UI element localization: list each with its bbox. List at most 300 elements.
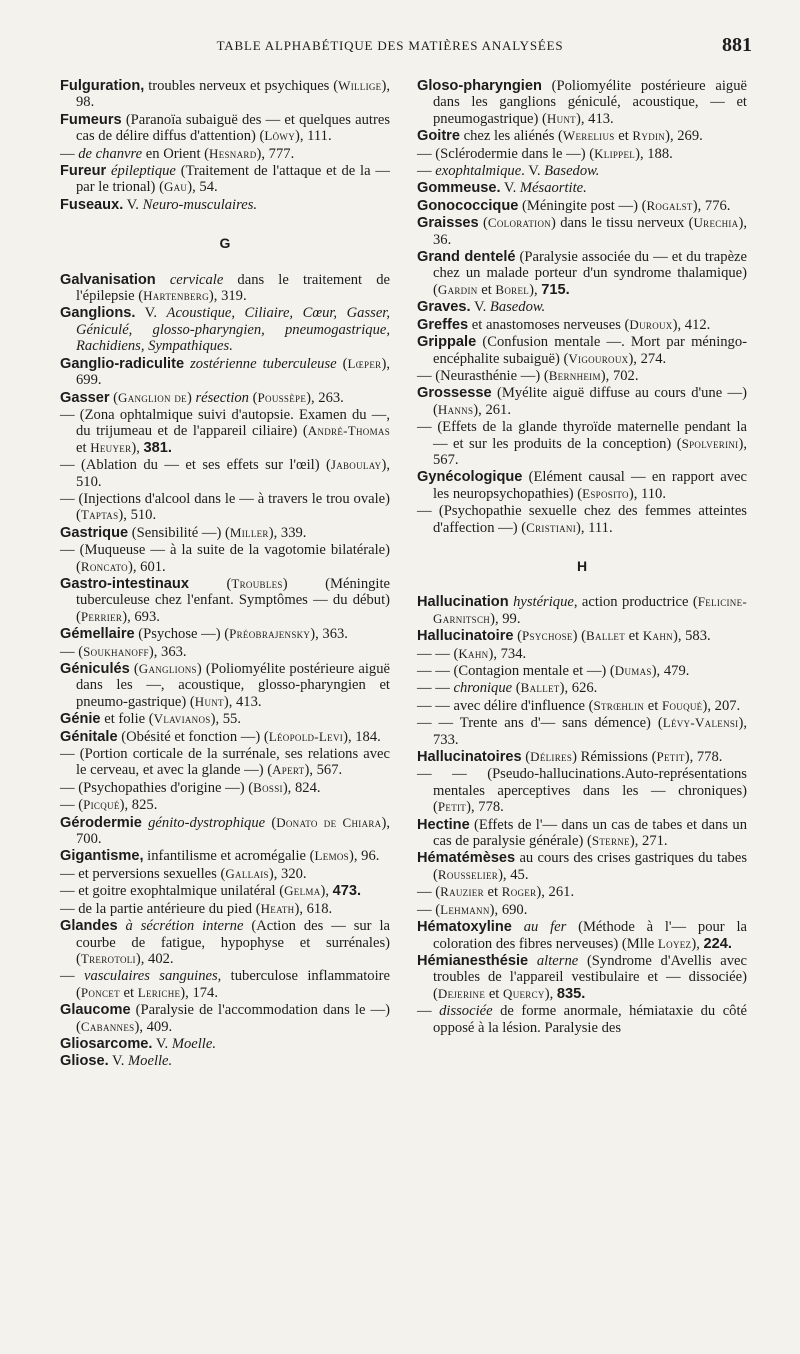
entry-text: V. [152, 1035, 172, 1052]
entry-headword: Gonococcique [417, 197, 519, 214]
index-entry [60, 901, 390, 917]
author-name: Psychose [522, 628, 573, 644]
entry-text [512, 919, 524, 935]
entry-text: (Elément causal — en rapport avec les neuropsychopathies) ( [433, 469, 747, 502]
author-name: Ganglions [138, 661, 197, 676]
entry-italic: vasculaires sanguines [83, 968, 218, 985]
entry-text: ), 320. [268, 865, 307, 882]
entry-text: ), [544, 985, 557, 1002]
entry-italic: Basedow. [489, 299, 546, 316]
entry-italic: hystérique [513, 594, 574, 611]
entry-text [118, 918, 126, 934]
index-entry [417, 766, 747, 815]
entry-text: et folie ( [100, 711, 154, 728]
entry-text: (Syndrome d'Avellis avec troubles de l'appareil vestibulaire et — dissociée) ( [433, 952, 747, 1002]
entry-text: ), 36. [433, 215, 747, 248]
entry-text: ), 567. [304, 762, 343, 779]
entry-text: ), 261. [536, 884, 575, 901]
author-name: Spolverini [681, 435, 739, 451]
index-entry [417, 128, 747, 144]
entry-text: (Obésité et fonction —) ( [117, 728, 269, 745]
entry-text: — (Zona ophtalmique suivi d'autopsie. Examen du —, du trijumeau et de l'appareil ciliaire) ( [60, 406, 390, 440]
entry-text: ), 188. [635, 145, 673, 162]
entry-headword: Fuseaux. [60, 196, 124, 213]
entry-italic: zostérienne tuberculeuse [190, 355, 337, 372]
index-entry [417, 198, 747, 214]
author-name: Miller [229, 524, 269, 540]
entry-headword: Gasser [60, 389, 110, 406]
entry-text: (Sensibilité —) ( [128, 524, 230, 541]
author-name: Klippel [594, 145, 636, 161]
entry-text: V. [135, 305, 167, 322]
author-name: Kahn [642, 628, 673, 644]
entry-text: — [60, 968, 84, 985]
entry-text: ), [529, 281, 542, 298]
author-name: Troubles [231, 575, 283, 591]
entry-text: ), 618. [294, 900, 333, 917]
author-name: Hartenberg [143, 288, 209, 304]
author-name: Rousselier [437, 866, 499, 882]
entry-text: ), 601. [127, 558, 166, 575]
index-entry [417, 646, 747, 662]
entry-text: ), 778. [466, 799, 504, 816]
entry-headword: Grossesse [417, 385, 492, 402]
author-name: Ganglion de [118, 389, 187, 405]
author-name: Cabannes [80, 1018, 135, 1034]
entry-text: (Confusion mentale —. Mort par méningo-encéphalite subaiguë) ( [433, 334, 747, 367]
entry-text: V. [470, 299, 490, 316]
entry-text: et [477, 281, 496, 298]
author-name: Ballet [586, 628, 626, 644]
author-name: Délires [530, 749, 573, 765]
index-entry [417, 368, 747, 384]
index-entry [60, 968, 390, 1001]
entry-text: (Paranoïa subaiguë des — et quelques autres cas de délire diffus d'attention) ( [76, 111, 390, 145]
entry-text: ) [186, 389, 196, 406]
index-entry [60, 797, 390, 813]
index-entry [417, 919, 747, 952]
entry-text: et [625, 628, 643, 645]
index-entry [417, 953, 747, 1002]
index-entry [417, 902, 747, 918]
entry-text: et [483, 884, 502, 901]
author-name: Fouqué [661, 697, 703, 713]
author-name: Hesnard [209, 145, 257, 161]
index-entry [60, 711, 390, 727]
entry-text: ), 700. [76, 814, 390, 848]
entry-headword: Gloso-pharyngien [417, 78, 542, 94]
entry-text [156, 272, 170, 288]
entry-text: — de la partie antérieure du pied ( [60, 900, 261, 917]
entry-text: ), 55. [210, 711, 241, 728]
page-ref-bold: 473. [332, 883, 362, 900]
entry-text: — (Neurasthénie —) ( [417, 367, 549, 384]
entry-italic: chronique [453, 680, 513, 697]
entry-italic: exophtalmique [435, 163, 522, 180]
author-name: Roger [501, 884, 537, 900]
entry-text: V. [500, 180, 520, 197]
entry-text: et anastomoses nerveuses ( [468, 316, 630, 333]
index-column-left [60, 78, 390, 1071]
entry-headword: Fulguration, [60, 78, 145, 94]
entry-text: (Myélite aiguë diffuse au cours d'une —) ( [433, 385, 747, 418]
index-entry [417, 663, 747, 679]
entry-text: ( [265, 814, 277, 831]
entry-text: — (Muqueuse — à la suite de la vagotomie bilatérale) ( [60, 542, 390, 575]
entry-text: ), 777. [256, 145, 295, 162]
entry-headword: Gérodermie [60, 814, 142, 831]
index-entry [60, 163, 390, 196]
entry-text: ), 699. [76, 355, 390, 389]
index-entry [417, 215, 747, 248]
entry-text: (Traitement de l'attaque et de la — par le trional) ( [76, 163, 390, 196]
entry-text: — — [417, 680, 454, 697]
author-name: Poncet [80, 984, 120, 1000]
index-entry [417, 884, 747, 900]
author-name: Heuyer [90, 439, 132, 455]
entry-text: ), 733. [433, 715, 747, 748]
author-name: Loyez [657, 935, 692, 951]
author-name: Roncato [80, 558, 128, 574]
entry-text: ), [131, 439, 144, 456]
entry-text: ), 319. [208, 288, 247, 305]
entry-headword: Géniculés [60, 661, 130, 677]
entry-italic: cervicale [169, 271, 224, 288]
entry-text: ), 174. [180, 984, 218, 1001]
entry-text: ( [188, 575, 232, 592]
author-name: Lemos [314, 848, 349, 864]
index-entry [417, 317, 747, 333]
entry-text: (Méthode à l'— pour la coloration des fibres nerveuses) (Mlle [433, 919, 747, 952]
entry-text: ), 693. [122, 608, 160, 625]
entry-text: ), 778. [684, 749, 723, 766]
entry-italic: Moelle. [171, 1035, 216, 1052]
entry-text: ), 54. [187, 179, 218, 196]
entry-text: ), [320, 883, 333, 900]
entry-text: , tuberculose inflammatoire ( [76, 968, 390, 1001]
author-name: Gau [163, 179, 188, 195]
author-name: Rauzier [440, 884, 484, 900]
entry-text: ), 824. [282, 779, 321, 796]
index-entry [417, 628, 747, 644]
index-entry [417, 698, 747, 714]
entry-italic: de chanvre [78, 145, 143, 162]
author-name: Hunt [194, 693, 224, 709]
entry-headword: Gynécologique [417, 469, 523, 486]
entry-text: ), 567. [433, 435, 747, 468]
entry-headword: Grippale [417, 334, 477, 351]
author-name: Rogalst [646, 197, 693, 213]
author-name: Dejerine [437, 985, 486, 1001]
entry-text: ), 412. [672, 316, 711, 333]
entry-text: ), 263. [306, 389, 344, 406]
entry-text: ), [691, 935, 704, 952]
index-entry [60, 626, 390, 642]
author-name: Kahn [458, 645, 489, 661]
index-entry [60, 883, 390, 899]
index-entry [60, 542, 390, 575]
entry-italic: au fer [523, 919, 567, 936]
entry-text: (Paralysie associée du — et du trapèze chez un malade porteur d'un syndrome thalamique) ( [433, 249, 748, 298]
index-entry [417, 503, 747, 536]
author-name: Strœhlin [593, 697, 645, 713]
entry-text: — [417, 1003, 440, 1020]
entry-text: (Méningite post —) ( [518, 197, 647, 214]
entry-text: — (Effets de la glande thyroïde maternelle pendant la — et sur les produits de la conception) ( [417, 419, 747, 452]
index-entry [60, 525, 390, 541]
author-name: Soukhanoff [83, 643, 149, 659]
index-entry [60, 407, 390, 456]
section-letter: G [219, 235, 231, 252]
entry-text: ), 96. [348, 848, 380, 865]
index-entry [417, 469, 747, 502]
entry-text: ) (Poliomyélite postérieure aiguë dans les —, acoustique, glosso-pharyngien et pneumo-gastrique) ( [76, 661, 390, 710]
section-letter: H [576, 557, 588, 574]
author-name: Poussèpe [257, 389, 307, 405]
author-name: Gallais [225, 865, 269, 881]
author-name: Esposito [582, 485, 629, 501]
entry-text: dans le traitement de l'épilepsie ( [76, 271, 390, 305]
entry-headword: Génitale [60, 728, 118, 745]
author-name: Werelius [562, 128, 615, 144]
entry-text: — (Ablation du — et ses effets sur l'œil) ( [60, 457, 331, 474]
entry-text: et [119, 984, 138, 1001]
entry-text: et [76, 439, 91, 456]
author-name: Vigouroux [568, 350, 629, 366]
author-name: Lehmann [440, 901, 490, 917]
entry-italic: Basedow. [544, 163, 600, 180]
entry-italic: génito-dystrophique [148, 814, 266, 831]
author-name: Ballet [520, 680, 560, 696]
page-ref-bold: 381. [143, 439, 172, 456]
entry-headword: Hectine [417, 816, 470, 833]
index-entry [60, 746, 390, 779]
entry-headword: Galvanisation [60, 271, 156, 288]
entry-text: ), 269. [665, 128, 703, 145]
entry-text: — — (Pseudo-hallucinations.Auto-représentations mentales aperceptives dans les — chroniques) ( [417, 766, 747, 816]
index-entry [417, 146, 747, 162]
index-entry [417, 163, 747, 179]
entry-text: — — ( [417, 645, 459, 662]
entry-text: ( [336, 355, 348, 372]
entry-text: ), 825. [119, 797, 158, 814]
entry-text: — (Portion corticale de la surrénale, ses relations avec le cerveau, et avec la glande —) ( [60, 746, 390, 779]
entry-text: — — Trente ans d'— sans démence) ( [417, 715, 663, 732]
entry-headword: Fureur [60, 163, 107, 180]
entry-headword: Ganglio-radiculite [60, 355, 185, 372]
entry-text: ), 99. [490, 610, 521, 627]
entry-text: ), 510. [118, 507, 157, 524]
author-name: Borel [495, 281, 530, 297]
entry-text: ( [129, 661, 139, 677]
index-entry [60, 848, 390, 864]
entry-text: — (Sclérodermie dans le —) ( [417, 145, 595, 162]
author-name: Léopold-Levi [268, 728, 344, 744]
entry-text: — (Injections d'alcool dans le — à travers le trou ovale) ( [60, 490, 390, 524]
author-name: Perrier [80, 608, 123, 624]
entry-text: en Orient ( [142, 145, 210, 162]
author-name: Petit [437, 799, 467, 815]
author-name: Quercy [503, 985, 545, 1001]
author-name: Rydin [632, 128, 666, 144]
entry-text: ), 479. [651, 663, 690, 679]
entry-italic: Neuro-musculaires. [142, 196, 258, 213]
entry-text: de forme anormale, hémiataxie du côté opposé à la lésion. Paralysie des [433, 1003, 747, 1036]
author-name: Löwy [264, 128, 296, 144]
entry-text: , action productrice ( [573, 594, 698, 611]
index-entry [60, 146, 390, 162]
author-name: Préobrajensky [229, 626, 311, 642]
entry-text: ( [513, 628, 523, 645]
index-entry [417, 1003, 747, 1036]
entry-text: (Psychose —) ( [134, 626, 230, 643]
entry-text: ( [521, 749, 531, 766]
entry-text: et [485, 985, 504, 1002]
entry-italic: épileptique [111, 163, 176, 180]
page-header [0, 34, 800, 62]
entry-text: (Action des — sur la courbe de fatigue, hypophyse et surrénales) ( [76, 918, 390, 967]
index-entry [60, 197, 390, 213]
index-entry [60, 729, 390, 745]
entry-text: ), 261. [473, 401, 511, 418]
page-number: 881 [722, 34, 752, 56]
entry-text: ), 409. [134, 1018, 173, 1035]
entry-text: ), 274. [628, 350, 667, 367]
entry-text: au cours des crises gastriques du tabes ( [433, 850, 747, 883]
entry-text: ), 111. [576, 519, 613, 536]
author-name: Sterne [591, 833, 630, 849]
entry-headword: Gigantisme, [60, 848, 144, 865]
entry-text: ), 207. [702, 697, 741, 714]
author-name: Vlavianos [153, 711, 211, 727]
entry-text: ) dans le tissu nerveux ( [551, 215, 694, 232]
entry-headword: Greffes [417, 316, 469, 333]
author-name: Lœper [347, 355, 382, 371]
entry-headword: Graves. [417, 299, 471, 316]
author-name: Picqué [83, 797, 120, 813]
entry-text: (Paralysie de l'accommodation dans le —) ( [76, 1002, 390, 1035]
author-name: Bernheim [548, 367, 601, 383]
entry-italic: Mésaortite. [519, 180, 587, 197]
entry-text: V. [108, 1053, 129, 1070]
entry-text: ), 110. [628, 485, 666, 502]
entry-headword: Hallucinatoires [417, 749, 522, 766]
entry-text: ), 510. [76, 457, 390, 490]
author-name: Gelma [284, 883, 321, 899]
entry-headword: Hématoxyline [417, 919, 512, 936]
entry-text: — — (Contagion mentale et —) ( [417, 663, 615, 679]
entry-text: ( [478, 215, 488, 232]
author-name: Trerotoli [80, 950, 136, 966]
entry-text: — et goitre exophtalmique unilatéral ( [60, 883, 285, 900]
author-name: Bossi [253, 779, 283, 795]
entry-headword: Graisses [417, 215, 479, 232]
entry-text: ), 776. [692, 197, 731, 214]
index-entry [60, 918, 390, 967]
index-entry [60, 815, 390, 848]
entry-text: ), 583. [672, 628, 711, 645]
entry-headword: Gliose. [60, 1053, 109, 1070]
entry-text: ), 363. [148, 643, 187, 660]
entry-headword: Grand dentelé [417, 249, 516, 266]
entry-headword: Glandes [60, 918, 118, 935]
index-entry [417, 180, 747, 196]
author-name: Lévy-Valensi [662, 715, 739, 731]
entry-italic: dissociée [439, 1003, 493, 1020]
author-name: Hunt [546, 110, 576, 126]
index-entry [60, 457, 390, 490]
index-column-right [417, 78, 747, 1037]
page-ref-bold: 835. [556, 985, 586, 1002]
entry-italic: à sécrétion interne [125, 918, 244, 935]
entry-text: ), 271. [629, 833, 668, 850]
author-name: Apert [272, 762, 305, 778]
author-name: Cristiani [526, 519, 577, 535]
entry-text: ) (Méningite tuberculeuse chez l'enfant. Symptômes — du début) ( [76, 575, 391, 625]
author-name: Gardin [437, 281, 478, 297]
entry-italic: alterne [536, 952, 579, 969]
entry-text: ) ( [572, 628, 587, 645]
entry-text [528, 953, 537, 969]
entry-text: chez les aliénés ( [459, 128, 563, 145]
entry-italic: Moelle. [128, 1053, 173, 1070]
entry-text: et [614, 128, 633, 145]
index-entry [417, 817, 747, 850]
index-entry [417, 419, 747, 468]
index-entry [60, 305, 390, 354]
index-entry [417, 749, 747, 765]
author-name: Coloration [487, 215, 552, 231]
entry-text: (Effets de l'— dans un cas de tabes et dans un cas de paralysie générale) ( [433, 816, 747, 850]
author-name: Duroux [629, 316, 673, 332]
entry-headword: Hallucination [417, 594, 509, 611]
index-entry [60, 112, 390, 145]
entry-headword: Gliosarcome. [60, 1035, 153, 1052]
index-entry [417, 850, 747, 883]
entry-text: . V. [521, 163, 545, 180]
entry-headword: Gastrique [60, 524, 129, 541]
index-entry [60, 661, 390, 710]
entry-italic: Acoustique, Ciliaire, Cœur, Gasser, Géniculé, glosso-pharyngien, pneumogastrique, Rachidiens, Sympathiques. [76, 305, 391, 355]
entry-text: ), 413. [575, 110, 614, 127]
entry-headword: Hallucinatoire [417, 628, 514, 645]
entry-text: — ( [417, 901, 441, 918]
index-entry [417, 249, 747, 298]
entry-headword: Glaucome [60, 1002, 131, 1019]
index-entry [417, 680, 747, 696]
index-entry [60, 390, 390, 406]
entry-text: ), 339. [268, 524, 307, 541]
index-entry [60, 866, 390, 882]
entry-text: ), 402. [135, 950, 174, 967]
index-entry [60, 644, 390, 660]
entry-text: ( [512, 680, 521, 697]
index-entry [417, 299, 747, 315]
author-name: Willige [338, 78, 382, 93]
index-entry [60, 780, 390, 796]
entry-headword: Hématémèses [417, 850, 516, 867]
entry-headword: Gastro-intestinaux [60, 575, 189, 592]
entry-text: (Poliomyélite postérieure aiguë dans les ganglions géniculé, acoustique, — et pneumogastrique) ( [433, 78, 747, 127]
entry-text: ), 45. [498, 866, 529, 883]
entry-text: ), 184. [343, 728, 381, 745]
entry-text: — [60, 145, 79, 162]
entry-text: ), 98. [76, 78, 390, 111]
entry-text: ), 363. [310, 626, 348, 643]
author-name: Felicine-Garnitsch [433, 594, 748, 626]
author-name: Donato de Chiara [276, 814, 382, 830]
entry-headword: Génie [60, 711, 101, 728]
